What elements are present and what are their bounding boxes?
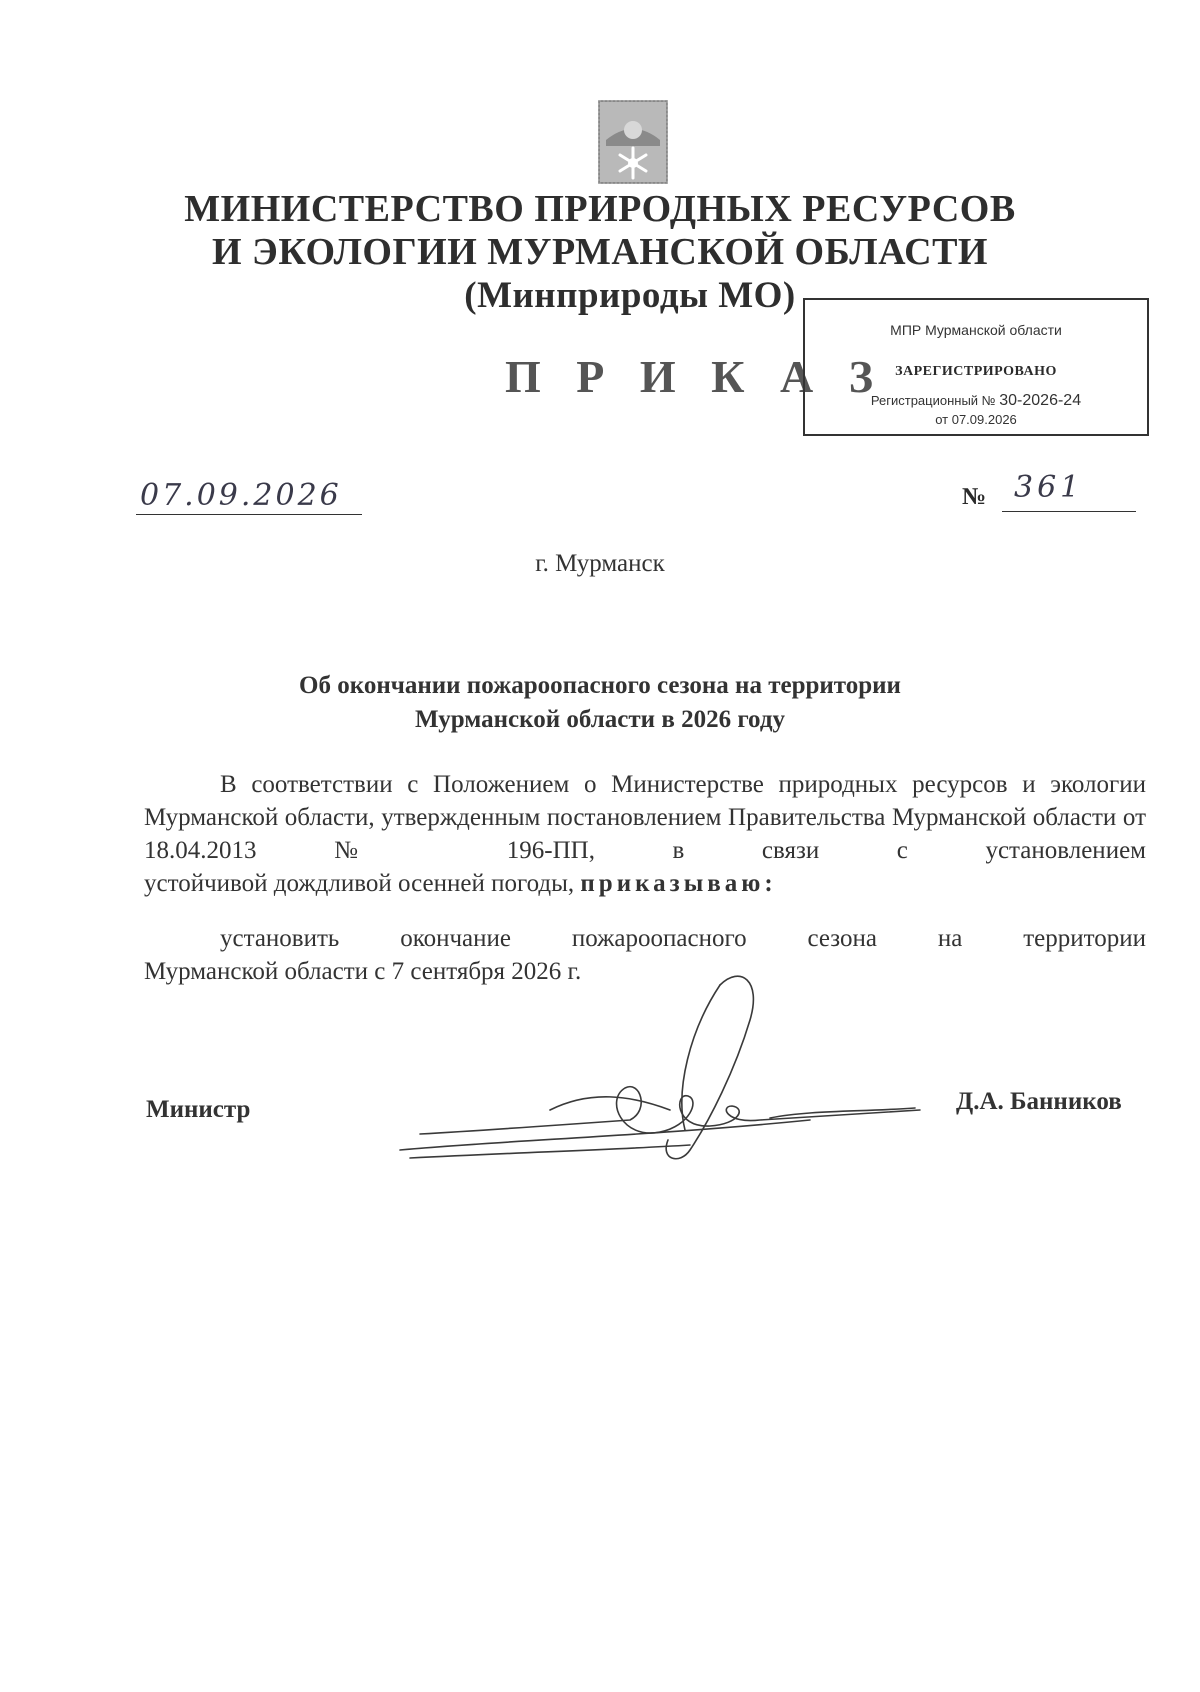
stamp-organization: МПР Мурманской области xyxy=(890,322,1062,338)
stamp-number: 30-2026-24 xyxy=(999,392,1082,409)
order-verb: приказываю xyxy=(580,870,765,897)
stamp-date: 07.09.2026 xyxy=(951,412,1017,427)
stamp-number-label: Регистрационный № xyxy=(870,393,996,408)
order-number-underline xyxy=(1002,511,1136,512)
coat-of-arms-icon xyxy=(598,100,668,184)
ministry-name-line-2: И ЭКОЛОГИИ МУРМАНСКОЙ ОБЛАСТИ xyxy=(212,231,988,273)
stamp-status: ЗАРЕГИСТРИРОВАНО xyxy=(895,364,1057,379)
order-subject-line-1: Об окончании пожароопасного сезона на территории xyxy=(299,672,901,699)
stamp-number-line xyxy=(805,392,1147,410)
signer-position: Министр xyxy=(146,1096,251,1123)
ministry-short-name: (Минприроды МО) xyxy=(464,275,796,316)
order-date-underline xyxy=(136,514,362,515)
body-paragraph-1 xyxy=(144,768,1146,900)
paragraph-1-last-line xyxy=(144,867,1146,900)
paragraph-2-last-line: Мурманской области с 7 сентября 2026 г. xyxy=(144,958,582,985)
order-number-sign: № xyxy=(962,484,987,510)
registration-stamp xyxy=(803,298,1149,436)
ministry-name-line-1: МИНИСТЕРСТВО ПРИРОДНЫХ РЕСУРСОВ xyxy=(184,188,1016,230)
order-verb-colon: : xyxy=(764,870,777,897)
city: г. Мурманск xyxy=(535,550,665,577)
paragraph-2-text: установить окончание пожароопасного сезона на территории xyxy=(220,925,1146,952)
stamp-date-line xyxy=(805,412,1147,427)
stamp-date-label: от xyxy=(935,412,949,427)
handwritten-signature-icon xyxy=(390,960,930,1170)
order-date: 07.09.2026 xyxy=(140,478,342,513)
paragraph-1-end: устойчивой дождливой осенней погоды, xyxy=(144,870,575,897)
order-number: 361 xyxy=(1014,470,1084,505)
paragraph-1-text: В соответствии с Положением о Министерстве природных ресурсов и экологии Мурманской области, утвержденным постановлением Правительства Мурманской области от 18.04.2013 № 196-ПП, в связи с установлением xyxy=(144,771,1146,864)
document-type-title: П Р И К А З xyxy=(505,351,886,402)
signer-name: Д.А. Банников xyxy=(956,1088,1122,1115)
order-subject-line-2: Мурманской области в 2026 году xyxy=(415,706,785,733)
